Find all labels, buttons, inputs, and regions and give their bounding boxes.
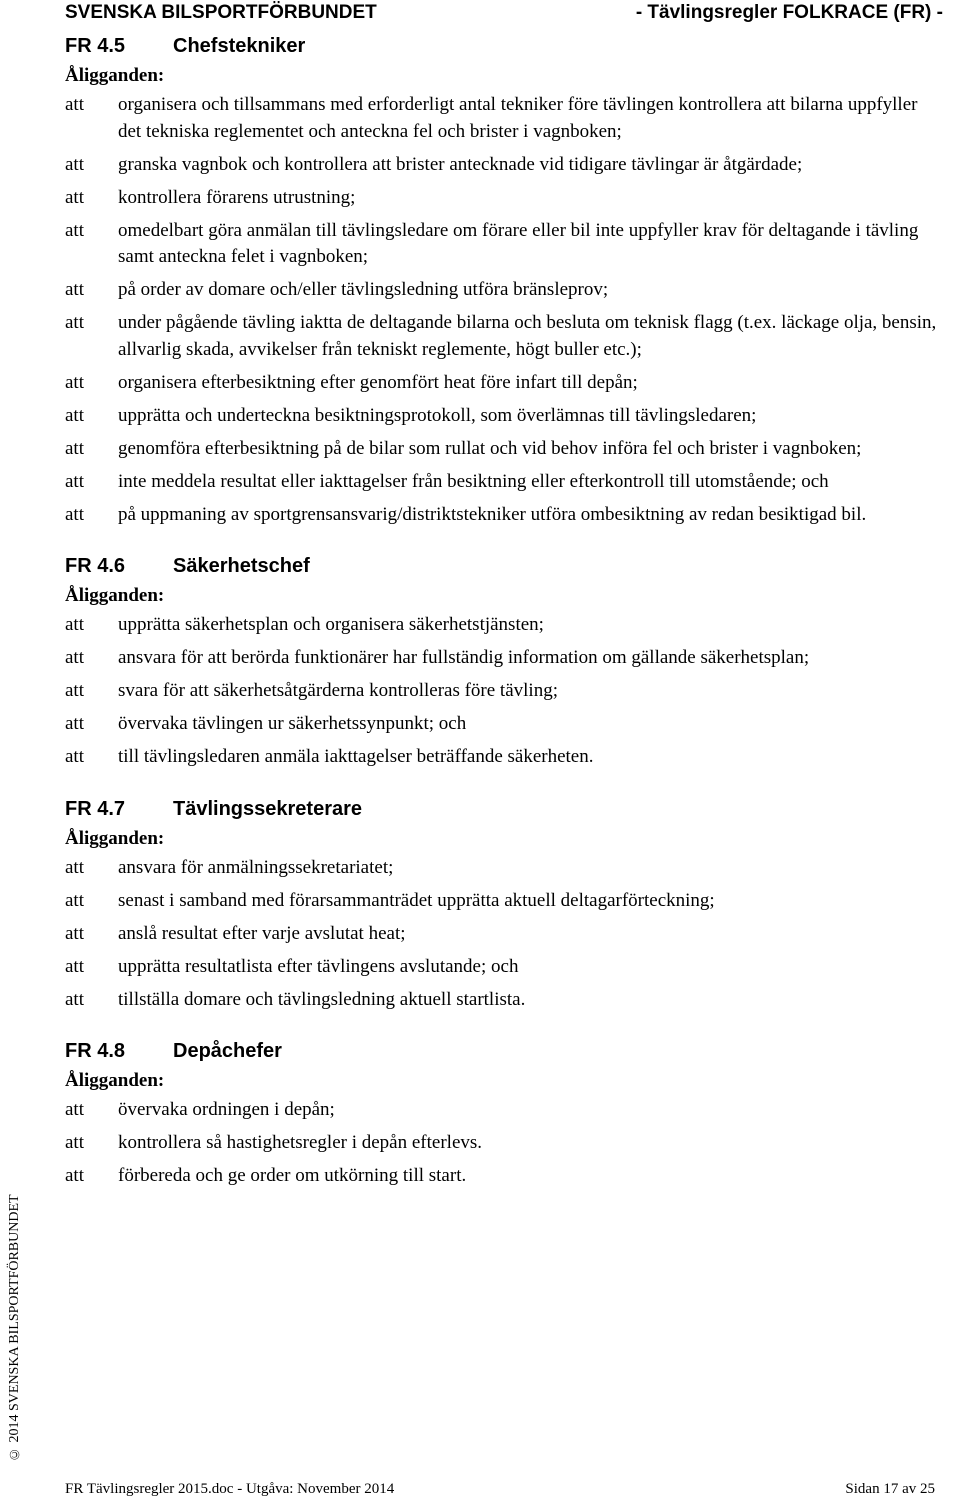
duty-item [65, 469, 945, 496]
duty-text: övervaka ordningen i depån; [118, 1099, 335, 1120]
footer-page-number: Sidan 17 av 25 [845, 1481, 935, 1497]
duty-prefix: att [65, 988, 84, 1010]
duty-prefix: att [65, 889, 84, 911]
duty-item [65, 403, 945, 430]
duties-label: Åligganden: [65, 1070, 165, 1091]
section-heading [65, 793, 945, 825]
duty-prefix: att [65, 922, 84, 944]
duty-text: organisera och tillsammans med erforderligt antal tekniker före tävlingen kontrollera att bilarna uppfyller det tekniska reglementet och anteckna fel och brister i vagnboken; [118, 94, 918, 142]
duty-item [65, 645, 945, 672]
duty-item [65, 921, 945, 948]
footer-filename: FR Tävlingsregler 2015.doc - Utgåva: November 2014 [65, 1481, 395, 1497]
duty-text: upprätta säkerhetsplan och organisera säkerhetstjänsten; [118, 614, 544, 635]
duty-item [65, 310, 945, 363]
duty-prefix: att [65, 94, 84, 115]
duty-prefix: att [65, 1165, 84, 1186]
section-number: FR 4.5 [65, 35, 126, 57]
duty-item [65, 92, 945, 145]
section-number: FR 4.7 [65, 797, 126, 820]
duty-item [65, 502, 945, 529]
duty-item [65, 954, 945, 981]
duty-text: genomföra efterbesiktning på de bilar som rullat och vid behov införa fel och brister i vagnboken; [118, 437, 862, 459]
duty-text: ansvara för att berörda funktionärer har fullständig information om gällande säkerhetsplan; [118, 647, 810, 668]
duty-item [65, 370, 945, 397]
duty-prefix: att [65, 312, 84, 333]
section [65, 793, 945, 1014]
duty-item [65, 1163, 945, 1190]
duty-text: upprätta och underteckna besiktningsprotokoll, som överlämnas till tävlingsledaren; [118, 404, 757, 426]
duty-text: upprätta resultatlista efter tävlingens avslutande; och [118, 955, 519, 977]
duty-prefix: att [65, 746, 84, 767]
duty-prefix: att [65, 955, 84, 977]
section-heading [65, 30, 945, 62]
duty-text: omedelbart göra anmälan till tävlingsledare om förare eller bil inte uppfyller krav för deltagande i tävling samt anteckna felet i vagnboken; [118, 219, 919, 267]
section [65, 550, 945, 771]
duty-prefix: att [65, 470, 84, 492]
duty-text: kontrollera så hastighetsregler i depån efterlevs. [118, 1132, 483, 1153]
duty-prefix: att [65, 713, 84, 734]
duties-label: Åligganden: [65, 65, 165, 86]
duty-prefix: att [65, 153, 84, 175]
duty-text: svara för att säkerhetsåtgärderna kontrolleras före tävling; [118, 680, 558, 701]
duty-text: granska vagnbok och kontrollera att brister antecknade vid tidigare tävlingar är åtgärdade; [118, 153, 803, 175]
duty-item [65, 277, 945, 304]
section-title: Chefstekniker [173, 35, 306, 57]
duty-item [65, 1130, 945, 1157]
duty-text: på uppmaning av sportgrensansvarig/distriktstekniker utföra ombesiktning av redan besiktigad bil. [118, 503, 867, 525]
duty-prefix: att [65, 371, 84, 393]
duty-prefix: att [65, 1099, 84, 1120]
duties-label: Åligganden: [65, 827, 165, 849]
duty-prefix: att [65, 279, 84, 300]
duty-text: kontrollera förarens utrustning; [118, 186, 356, 208]
duty-item [65, 436, 945, 463]
section-title: Säkerhetschef [173, 555, 310, 577]
duty-prefix: att [65, 856, 84, 878]
duty-item [65, 612, 945, 639]
duty-prefix: att [65, 186, 84, 208]
duty-list [65, 1097, 945, 1190]
header-org: SVENSKA BILSPORTFÖRBUNDET [65, 2, 377, 23]
duty-text: anslå resultat efter varje avslutat heat; [118, 922, 406, 944]
duty-text: senast i samband med förarsammanträdet upprätta aktuell deltagarförteckning; [118, 889, 715, 911]
duty-item [65, 888, 945, 915]
duty-text: övervaka tävlingen ur säkerhetssynpunkt; och [118, 713, 467, 734]
duty-item [65, 711, 945, 738]
duty-item [65, 987, 945, 1014]
section-number: FR 4.8 [65, 1040, 126, 1062]
header-doc-title: - Tävlingsregler FOLKRACE (FR) - [635, 2, 943, 23]
duty-text: på order av domare och/eller tävlingsledning utföra bränsleprov; [118, 279, 609, 300]
duty-text: till tävlingsledaren anmäla iakttagelser beträffande säkerheten. [118, 746, 594, 767]
page-header [65, 2, 943, 28]
duty-list [65, 612, 945, 771]
duty-item [65, 1097, 945, 1124]
duty-text: organisera efterbesiktning efter genomfört heat före infart till depån; [118, 371, 638, 393]
duty-prefix: att [65, 680, 84, 701]
duty-item [65, 744, 945, 771]
duty-text: förbereda och ge order om utkörning till start. [118, 1165, 467, 1186]
duties-label: Åligganden: [65, 585, 165, 606]
duty-prefix: att [65, 437, 84, 459]
duty-prefix: att [65, 404, 84, 426]
duty-list [65, 855, 945, 1014]
section-number: FR 4.6 [65, 555, 126, 577]
duty-prefix: att [65, 647, 84, 668]
duty-prefix: att [65, 614, 84, 635]
page-footer [65, 1479, 935, 1499]
section-title: Tävlingssekreterare [173, 797, 363, 820]
duty-list [65, 92, 945, 528]
duty-item [65, 185, 945, 212]
duty-text: inte meddela resultat eller iakttagelser från besiktning eller efterkontroll till utomstående; och [118, 470, 829, 492]
duty-prefix: att [65, 219, 84, 241]
section-heading [65, 550, 945, 582]
duty-item [65, 855, 945, 882]
duty-item [65, 152, 945, 179]
duty-text: ansvara för anmälningssekretariatet; [118, 856, 394, 878]
duty-item [65, 678, 945, 705]
duty-prefix: att [65, 503, 84, 525]
duty-text: under pågående tävling iaktta de deltagande bilarna och besluta om teknisk flagg (t.ex. läckage olja, bensin, allvarlig skada, avvikelser från tekniskt reglemente, högt buller etc.); [118, 312, 937, 360]
section [65, 1035, 945, 1190]
document-body [65, 30, 945, 1196]
section [65, 30, 945, 528]
duty-text: tillställa domare och tävlingsledning aktuell startlista. [118, 988, 526, 1010]
copyright-side-text: © 2014 SVENSKA BILSPORTFÖRBUNDET [7, 1194, 22, 1461]
duty-item [65, 218, 945, 271]
section-heading [65, 1035, 945, 1067]
duty-prefix: att [65, 1132, 84, 1153]
section-title: Depåchefer [173, 1040, 282, 1062]
